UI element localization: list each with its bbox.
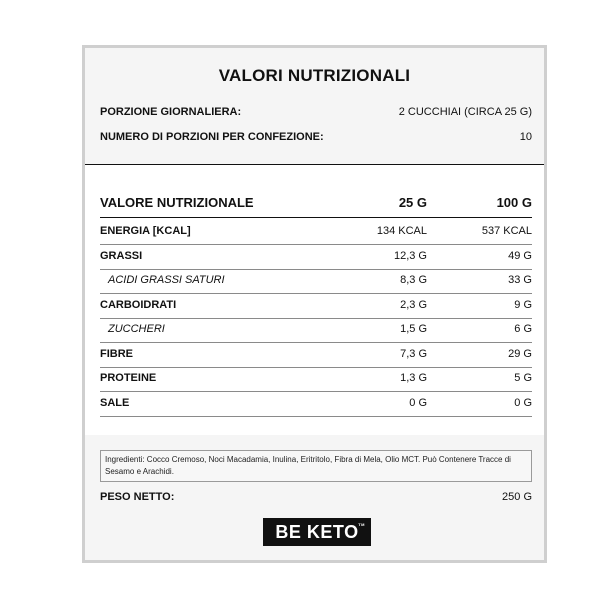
value-per-100g: 6 G bbox=[514, 323, 532, 335]
portions-row bbox=[100, 131, 532, 143]
table-row bbox=[100, 367, 532, 392]
value-per-25g: 2,3 G bbox=[400, 298, 427, 311]
table-row bbox=[100, 245, 532, 270]
table-row bbox=[100, 392, 532, 417]
trademark-mark: TM bbox=[358, 522, 365, 527]
portions-label: NUMERO DI PORZIONI PER CONFEZIONE: bbox=[100, 131, 324, 143]
column-header-25g: 25 G bbox=[398, 195, 427, 210]
nutrient-name: ACIDI GRASSI SATURI bbox=[108, 274, 225, 286]
table-row bbox=[100, 343, 532, 368]
value-per-100g: 49 G bbox=[508, 249, 532, 262]
table-header bbox=[100, 189, 532, 218]
net-weight-label: PESO NETTO: bbox=[100, 491, 175, 503]
serving-label: PORZIONE GIORNALIERA: bbox=[100, 106, 242, 118]
value-per-25g: 134 KCAL bbox=[376, 225, 427, 237]
value-per-100g: 537 KCAL bbox=[481, 225, 532, 237]
nutrient-name: GRASSI bbox=[100, 249, 143, 262]
nutrient-name: FIBRE bbox=[100, 347, 133, 360]
value-per-100g: 33 G bbox=[508, 274, 532, 286]
nutrient-name: PROTEINE bbox=[100, 372, 157, 384]
be-keto-logo bbox=[263, 518, 371, 546]
value-per-25g: 1,5 G bbox=[400, 323, 427, 335]
value-per-25g: 8,3 G bbox=[400, 274, 427, 286]
table-row bbox=[100, 294, 532, 319]
net-weight-value: 250 G bbox=[502, 491, 532, 503]
value-per-25g: 7,3 G bbox=[400, 347, 427, 360]
value-per-100g: 9 G bbox=[514, 298, 532, 311]
label-title: VALORI NUTRIZIONALI bbox=[218, 66, 411, 85]
value-per-25g: 1,3 G bbox=[400, 372, 427, 384]
nutrient-name: ENERGIA [KCAL] bbox=[100, 225, 191, 237]
nutrient-name: SALE bbox=[100, 396, 130, 409]
logo-text: BE KETO bbox=[275, 521, 359, 542]
ingredients-box: Ingredienti: Cocco Cremoso, Noci Macadamia, Inulina, Eritritolo, Fibra di Mela, Olio MCT. Può Contenere Tracce di Sesamo e Arachidi. bbox=[100, 450, 532, 482]
column-header-name: VALORE NUTRIZIONALE bbox=[100, 195, 254, 210]
column-header-100g: 100 G bbox=[496, 195, 532, 210]
serving-value: 2 CUCCHIAI (CIRCA 25 G) bbox=[398, 106, 532, 118]
table-row bbox=[100, 220, 532, 245]
value-per-100g: 0 G bbox=[514, 396, 532, 409]
nutrition-label-panel bbox=[82, 45, 547, 563]
nutrient-name: CARBOIDRATI bbox=[100, 298, 177, 311]
value-per-100g: 5 G bbox=[514, 372, 532, 384]
table-row bbox=[100, 269, 532, 294]
net-weight-row bbox=[100, 491, 532, 503]
nutrient-name: ZUCCHERI bbox=[108, 323, 165, 335]
value-per-25g: 12,3 G bbox=[393, 249, 427, 262]
portions-value: 10 bbox=[519, 131, 532, 143]
table-row bbox=[100, 318, 532, 343]
serving-row bbox=[100, 106, 532, 118]
label-header bbox=[85, 48, 544, 165]
value-per-100g: 29 G bbox=[508, 347, 532, 360]
value-per-25g: 0 G bbox=[409, 396, 427, 409]
nutrition-table bbox=[85, 165, 544, 435]
